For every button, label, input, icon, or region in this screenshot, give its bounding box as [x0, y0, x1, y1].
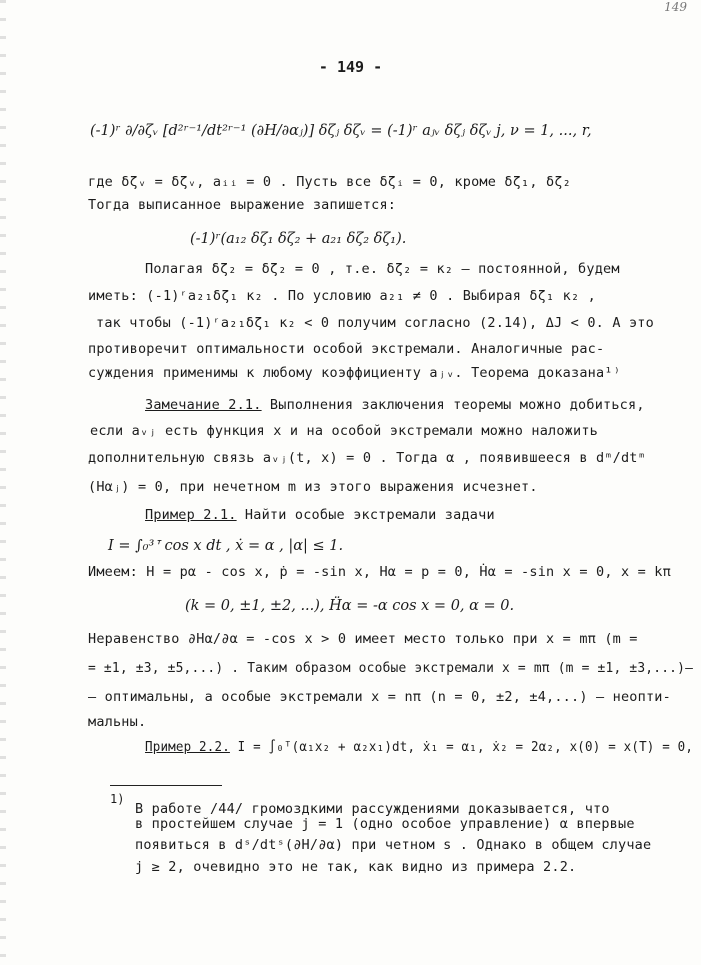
footnote-mark: 1)	[110, 792, 125, 806]
text-line: Полагая δζ₂ = δζ₂ = 0 , т.е. δζ₂ = κ₂ – постоянной, будем	[145, 261, 620, 277]
text-line: I = ∫₀³ᐪ cos x dt , ẋ = α , |α| ≤ 1.	[108, 538, 344, 554]
text-line: дополнительную связь aᵥⱼ(t, x) = 0 . Тогда α , появившееся в dᵐ/dtᵐ	[88, 450, 646, 466]
text-line: мальны.	[88, 714, 147, 730]
text-line: противоречит оптимальности особой экстремали. Аналогичные рас-	[88, 341, 605, 357]
text-line: Неравенство ∂Hα/∂α = -cos x > 0 имеет место только при x = mπ (m =	[88, 631, 638, 647]
text-line: = ±1, ±3, ±5,...) . Таким образом особые экстремали x = mπ (m = ±1, ±3,...)–	[88, 660, 694, 676]
footnote-line: в простейшем случае j = 1 (одно особое управление) α впервые	[135, 816, 635, 832]
text-line: так чтобы (-1)ʳa₂₁δζ₁ κ₂ < 0 получим согласно (2.14), ΔJ < 0. А это	[96, 315, 654, 331]
text-line: Пример 2.2. I = ∫₀ᵀ(α₁x₂ + α₂x₁)dt, ẋ₁ = α₁, ẋ₂ = 2α₂, x(0) = x(T) = 0,	[145, 739, 694, 755]
footnote-rule	[110, 785, 222, 786]
binding-holes	[0, 0, 6, 965]
text-line: (-1)ʳ ∂/∂ζᵥ [d²ʳ⁻¹/dt²ʳ⁻¹ (∂H/∂αⱼ)] δζⱼ δζᵥ = (-1)ʳ aⱼᵥ δζⱼ δζᵥ j, ν = 1, ..., r,	[90, 123, 592, 139]
text-line: Тогда выписанное выражение запишется:	[88, 197, 397, 213]
text-line: (Hαⱼ) = 0, при нечетном m из этого выражения исчезнет.	[88, 479, 538, 495]
text-line: суждения применимы к любому коэффициенту aⱼᵥ. Теорема доказана¹⁾	[88, 365, 621, 381]
text-line: (k = 0, ±1, ±2, ...), Ḧα = -α cos x = 0, α = 0.	[185, 598, 515, 614]
footnote-line: появиться в dˢ/dtˢ(∂H/∂α) при четном s . Однако в общем случае	[135, 837, 652, 853]
text-line: где δζᵥ = δζᵥ, aᵢᵢ = 0 . Пусть все δζᵢ = 0, кроме δζ₁, δζ₂	[88, 174, 572, 190]
footnote-line: В работе /44/ громоздкими рассуждениями доказывается, что	[135, 801, 610, 817]
text-line: Замечание 2.1. Выполнения заключения теоремы можно добиться,	[145, 397, 645, 413]
page-number: - 149 -	[318, 58, 383, 76]
text-line: – оптимальны, а особые экстремали x = nπ (n = 0, ±2, ±4,...) – неопти-	[88, 689, 671, 705]
text-line: (-1)ʳ(a₁₂ δζ₁ δζ₂ + a₂₁ δζ₂ δζ₁).	[190, 231, 407, 247]
text-line: Имеем: H = pα - cos x, ṗ = -sin x, Hα = p = 0, Ḣα = -sin x = 0, x = kπ	[88, 564, 671, 580]
footnote-line: j ≥ 2, очевидно это не так, как видно из примера 2.2.	[135, 859, 577, 875]
text-line: иметь: (-1)ʳa₂₁δζ₁ κ₂ . По условию a₂₁ ≠ 0 . Выбирая δζ₁ κ₂ ,	[88, 288, 596, 304]
corner-note: 149	[664, 0, 687, 14]
text-line: Пример 2.1. Найти особые экстремали задачи	[145, 507, 495, 523]
text-line: если aᵥⱼ есть функция x и на особой экстремали можно наложить	[90, 423, 598, 439]
